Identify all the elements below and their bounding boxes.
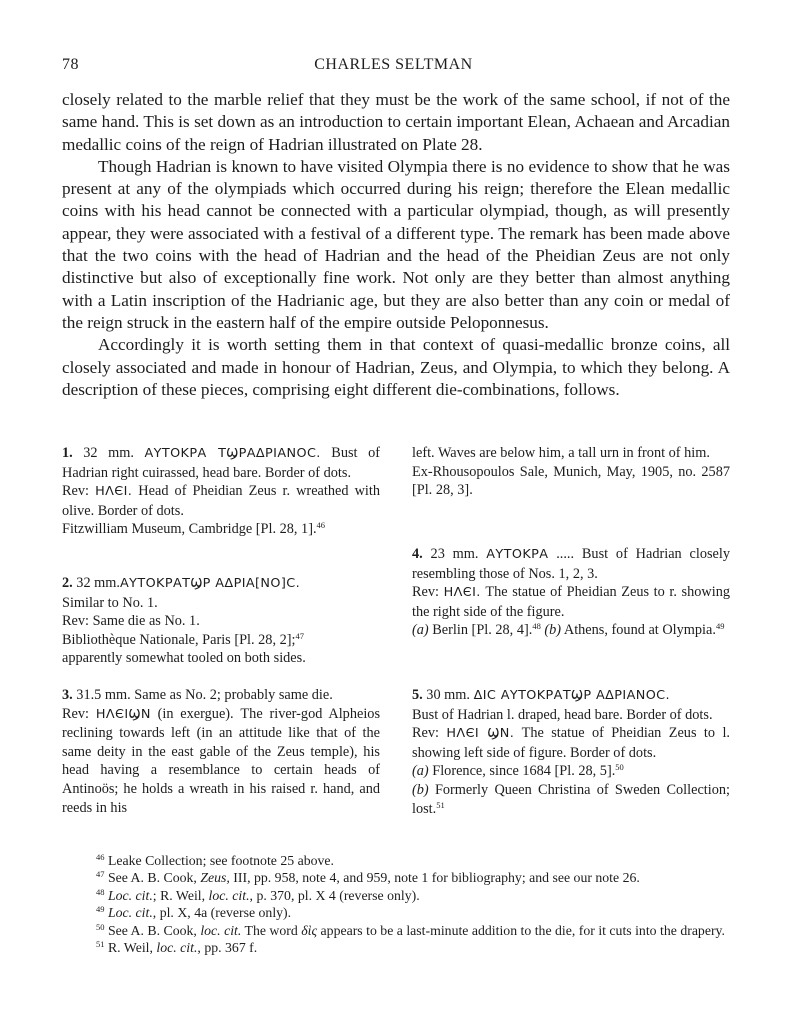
reverse-description-continued: left. Waves are below him, a tall urn in front of him.	[412, 445, 710, 461]
footnote-text: , pp. 367 f.	[197, 940, 258, 956]
coin-entry-4	[412, 545, 730, 640]
footnote-italic: loc. cit.	[208, 887, 250, 903]
specimen-b-label: (b)	[412, 781, 429, 798]
footnotes	[96, 852, 730, 956]
reverse-legend: ΗΛЄΙ ϢΝ.	[446, 726, 515, 742]
reverse-label: Rev:	[412, 584, 444, 601]
obverse-legend: ΑΥΤΟΚΡΑ	[486, 547, 549, 562]
coin-entry-2	[62, 574, 380, 668]
footnote-number: 46	[96, 852, 105, 862]
footnote-51	[96, 939, 730, 956]
footnote-text: See A. B. Cook,	[104, 870, 201, 886]
entry-size: 31.5 mm.	[72, 687, 135, 703]
footnote-italic: loc. cit.	[156, 940, 198, 956]
footnote-italic: loc. cit.	[200, 922, 242, 938]
reverse-legend: ΗΛЄΙ.	[95, 484, 133, 500]
obverse-legend: ΑΥΤΟΚΡΑΤϢΡ ΑΔΡΙΑ[ΝΟ]Ϲ.	[120, 576, 301, 591]
footnote-number: 50	[96, 921, 105, 932]
reverse-description: (in exergue). The river-god Alpheios reclining towards left (in an attitude like that of the same deity in the east gable of the Zeus temple), his head having a resemblance to certain heads of Antinoös; he holds a wreath in his raised r. hand, and reeds in his	[62, 705, 381, 816]
reverse-label: Rev:	[62, 483, 96, 500]
obverse-description: Bust of Hadrian l. draped, head bare. Border of dots.	[412, 706, 713, 723]
footnote-text: , pl. X, 4a (reverse only).	[152, 905, 292, 921]
footnote-italic: Zeus,	[200, 870, 230, 886]
legend-ellipsis: .....	[548, 546, 575, 562]
footnote-ref: 49	[715, 621, 725, 632]
entry-number: 4.	[412, 546, 423, 562]
footnote-50	[96, 922, 730, 939]
footnote-49	[96, 904, 730, 921]
footnote-greek-word: δὶς	[301, 922, 318, 938]
collection-source: Bibliothèque Nationale, Paris [Pl. 28, 2];	[62, 631, 296, 648]
condition-note: apparently somewhat tooled on both sides.	[62, 650, 306, 667]
collection-source: Ex-Rhousopoulos Sale, Munich, May, 1905, no. 2587 [Pl. 28, 3].	[412, 463, 730, 499]
footnote-46	[96, 852, 730, 869]
footnote-text: See A. B. Cook,	[104, 922, 201, 938]
reverse-description: The statue of Pheidian Zeus to l. showing left side of figure. Border of dots.	[412, 725, 730, 761]
reverse-description: Rev: Same die as No. 1.	[62, 613, 200, 630]
footnote-italic: Loc. cit.	[104, 905, 153, 921]
coin-entry-3	[62, 686, 380, 817]
reverse-label: Rev:	[412, 725, 447, 742]
collection-source: Fitzwilliam Museum, Cambridge [Pl. 28, 1].	[62, 521, 317, 538]
reverse-description: The statue of Pheidian Zeus to r. showing the right side of the figure.	[412, 584, 730, 620]
footnote-number: 47	[96, 869, 105, 880]
entry-size: 23 mm.	[422, 546, 487, 562]
footnote-italic: Loc. cit.	[104, 887, 153, 903]
footnote-number: 49	[96, 904, 105, 915]
specimen-b: Athens, found at Olympia.	[561, 622, 716, 639]
obverse-description: Bust of Hadrian closely resembling those of Nos. 1, 2, 3.	[412, 546, 730, 582]
footnote-text: Leake Collection; see footnote 25 above.	[104, 853, 334, 868]
specimen-b-label: (b)	[540, 622, 562, 639]
footnote-text: R. Weil,	[104, 940, 157, 956]
footnote-47	[96, 869, 730, 886]
footnote-48	[96, 887, 730, 904]
footnote-text: ; R. Weil,	[152, 887, 209, 903]
footnote-number: 51	[96, 939, 105, 950]
footnote-ref: 51	[436, 799, 445, 810]
paragraph-1: closely related to the marble relief that they must be the work of the same school, if not of the same hand. This is set down as an introduction to certain important Elean, Achaean and Arcadian medallic coins of the reign of Hadrian illustrated on Plate 28.	[62, 90, 730, 154]
reverse-legend: ΗΛЄΙϢΝ	[95, 706, 151, 722]
entry-number: 5.	[412, 687, 423, 703]
footnote-ref: 50	[615, 762, 624, 773]
footnote-text: , p. 370, pl. X 4 (reverse only).	[249, 887, 420, 903]
entry-number: 3.	[62, 687, 73, 703]
entry-number: 2.	[62, 575, 73, 591]
footnote-text: appears to be a last-minute addition to the die, for it cuts into the drapery.	[317, 922, 726, 938]
intro-text	[62, 89, 730, 401]
coin-entry-5	[412, 686, 730, 818]
specimen-a-label: (a)	[412, 763, 429, 780]
running-title: CHARLES SELTMAN	[314, 56, 473, 73]
specimen-a: Florence, since 1684 [Pl. 28, 5].	[428, 763, 616, 780]
coin-entry-3-continued	[412, 444, 730, 500]
reverse-label: Rev:	[62, 705, 96, 722]
page-number: 78	[62, 56, 79, 73]
coin-entry-1	[62, 444, 380, 539]
reverse-description: Head of Pheidian Zeus r. wreathed with olive. Border of dots.	[62, 483, 380, 519]
obverse-description: Same as No. 2; probably same die.	[134, 687, 333, 703]
reverse-legend: ΗΛЄΙ.	[443, 585, 481, 601]
footnote-ref: 46	[316, 520, 326, 531]
footnote-ref: 48	[532, 621, 541, 632]
obverse-description: Similar to No. 1.	[62, 594, 158, 611]
footnote-number: 48	[96, 886, 105, 897]
footnote-text: III, pp. 958, note 4, and 959, note 1 for bibliography; and see our note 26.	[229, 870, 640, 886]
obverse-legend: ΔΙϹ ΑΥΤΟΚΡΑΤϢΡ ΑΔΡΙΑΝΟϹ.	[473, 688, 670, 703]
obverse-legend: ΑΥΤΟΚΡΑ ΤϢΡΑΔΡΙΑΝΟϹ.	[144, 446, 321, 461]
paragraph-3: Accordingly it is worth setting them in that context of quasi-medallic bronze coins, all closely associated and made in honour of Hadrian, Zeus, and Olympia, to which they belong. A description of these pieces, comprising eight different die-combinations, follows.	[62, 335, 730, 399]
obverse-description: Bust of Hadrian right cuirassed, head bare. Border of dots.	[62, 445, 380, 481]
specimen-b: Formerly Queen Christina of Sweden Collection; lost.	[412, 781, 730, 817]
entry-size: 32 mm.	[72, 575, 120, 591]
specimen-a: Berlin [Pl. 28, 4].	[428, 622, 533, 639]
paragraph-2: Though Hadrian is known to have visited Olympia there is no evidence to show that he was present at any of the olympiads which occurred during his reign; therefore the Elean medallic coins with his head cannot be connected with a particular olympiad, though, as will presently appear, they were associated with a festival of a different type. The remark has been made above that the two coins with the head of Hadrian and the head of the Pheidian Zeus are not only distinctive but also of exceptionally fine work. Not only are they better than almost anything with a Latin inscription of the Hadrianic age, but they are also better than any coin or medal of the reign struck in the eastern half of the empire outside Peloponnesus.	[62, 156, 730, 332]
entry-number: 1.	[62, 445, 73, 461]
specimen-a-label: (a)	[412, 622, 429, 639]
entry-size: 32 mm.	[72, 445, 145, 461]
footnote-text: The word	[241, 922, 302, 938]
entry-size: 30 mm.	[422, 687, 474, 703]
footnote-ref: 47	[295, 630, 304, 641]
